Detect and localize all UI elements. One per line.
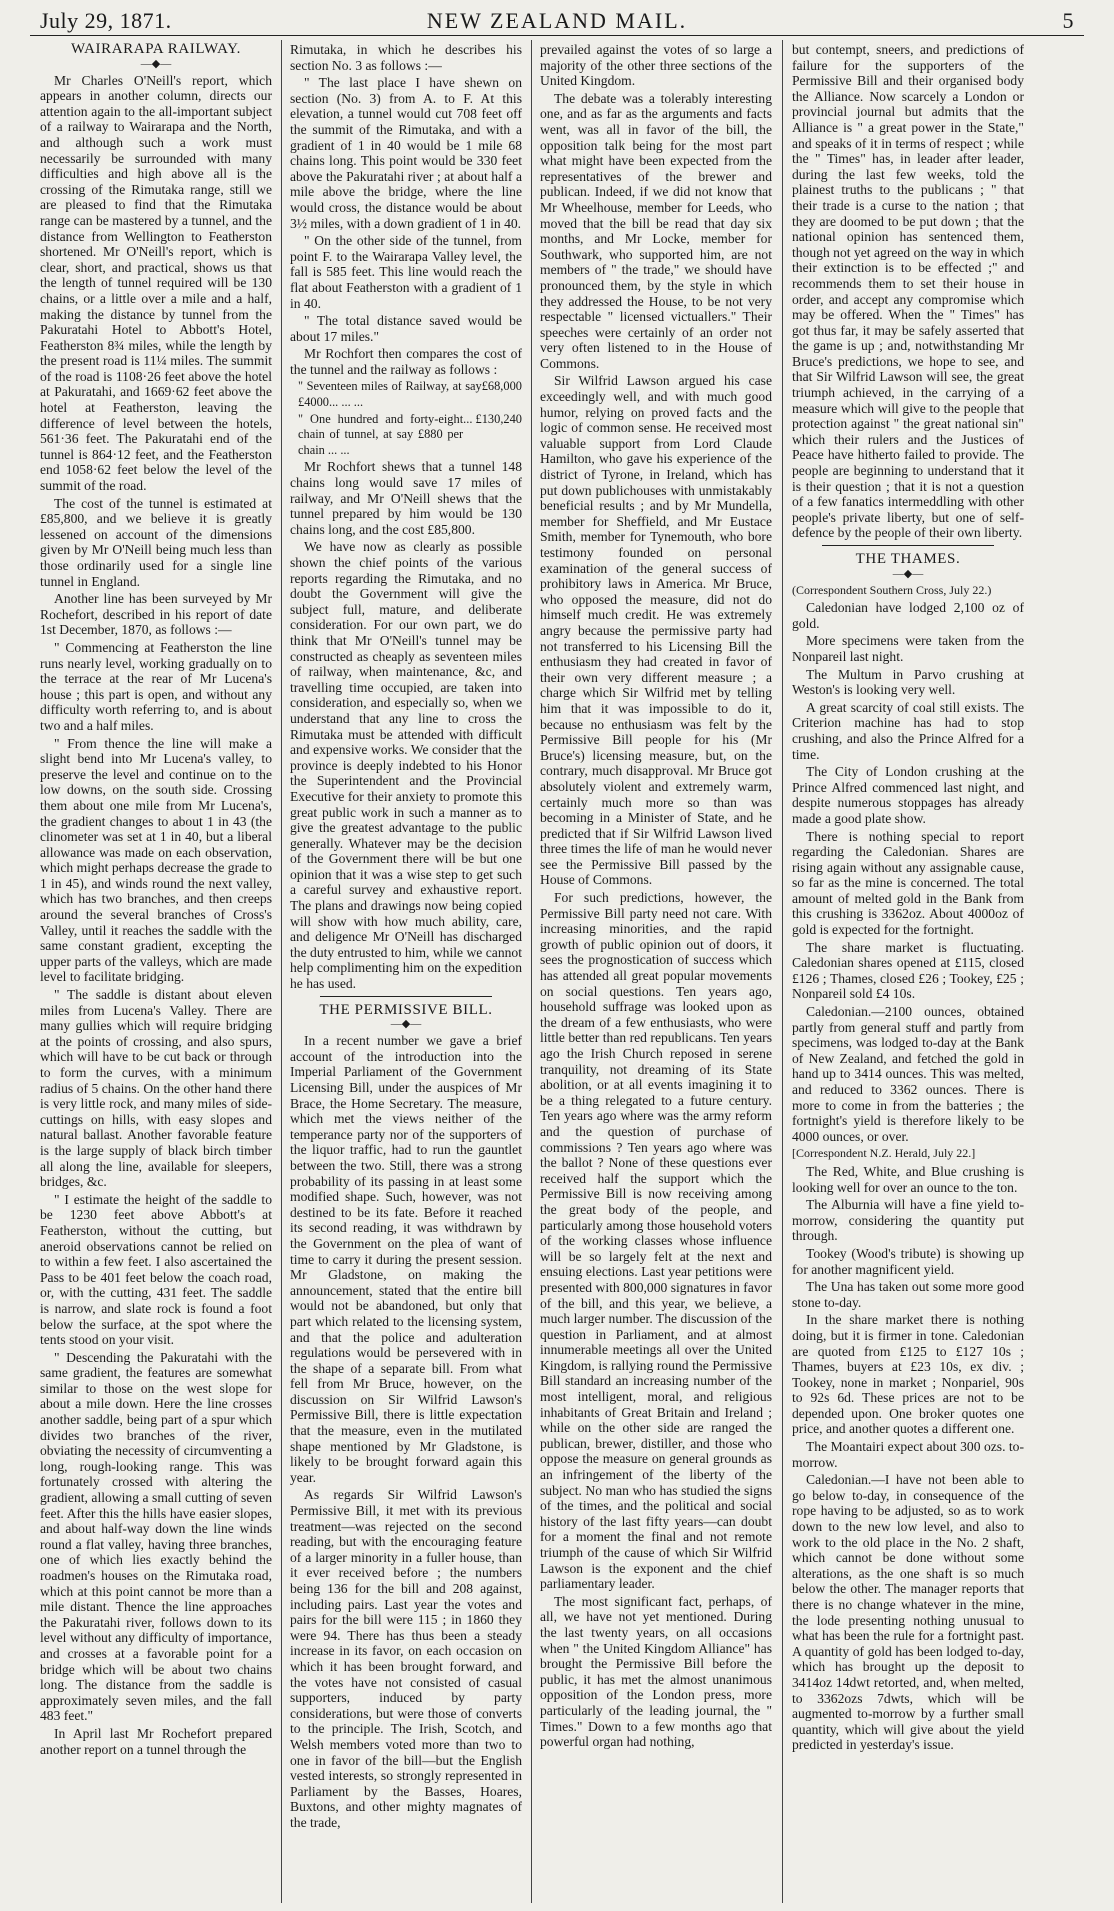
paragraph: " Commencing at Featherston the line runs nearly level, working gradually on to the terrace at the rear of Mr Lucena's house ; this part is open, and without any difficulty worth referring to, and is about two and a half miles. [40,639,272,733]
paragraph: Rimutaka, in which he describes his section No. 3 as follows :— [290,42,522,73]
column-3 [540,42,772,1905]
page-number: 5 [1062,8,1074,33]
paragraph: In April last Mr Rochefort prepared another report on a tunnel through the [40,1725,272,1757]
masthead [40,6,1074,32]
paragraph: " I estimate the height of the saddle to be 1230 feet above Abbott's at Featherston, without the cutting, but aneroid observations cannot be relied on to within a few feet. I also ascertained the Pass to be 401 feet below the coach road, or, with the cutting, 431 feet. The saddle is narrow, and slate rock is found a foot below the surface, at the spot where the tents stood on your visit. [40,1191,272,1348]
paragraph: A great scarcity of coal still exists. The Criterion machine has had to stop crushing, and also the Prince Alfred for a time. [792,699,1024,762]
article-end-rule [320,996,492,997]
column-divider [782,40,783,1903]
cost-table-row [298,379,522,410]
paragraph: " From thence the line will make a slight bend into Mr Lucena's valley, to preserve the level and continue on to the low downs, on the south side. Crossing them about one mile from Mr Lucena's, the gradient changes to about 1 in 43 (the clinometer was set at 1 in 40, but a liberal allowance was made on each observation, which might perhaps decrease the grade to 1 in 45), and winds round the next valley, which has two branches, and then creeps around the several branches of Cross's Valley, until it reaches the saddle with the same constant gradient, excepting the upper parts of the valleys, which are made level to facilitate bridging. [40,735,272,985]
paragraph: " The total distance saved would be about 17 miles." [290,313,522,344]
paragraph: The most significant fact, perhaps, of all, we have not yet mentioned. During the last twenty years, on all occasions when " the United Kingdom Alliance" has brought the Permissive Bill before the public, it has met the almost unanimous opposition of the London press, more particularly of the leading journal, the " Times." Down to a few months ago that powerful organ had nothing, [540,1593,772,1750]
paragraph: Sir Wilfrid Lawson argued his case exceedingly well, and with much good humor, relying on proved facts and the logic of common sense. He received most valuable support from Lord Claude Hamilton, who gave his experience of the district of Tyrone, in Ireland, which has put down publichouses with unmistakably beneficial results ; and by Mr Mundella, member for Sheffield, and Mr Eustace Smith, member for Tynemouth, who bore testimony founded on personal examination of the general success of prohibitory laws in America. Mr Bruce, who opposed the measure, did not do himself much credit. He was extremely angry because the permissive party had not transferred to his Licensing Bill the enthusiasm they had created in favor of their own very different measure ; a charge which Sir Wilfrid met by telling him that it was impossible to do it, because no enthusiasm was felt by the Permissive Bill people for his (Mr Bruce's) licensing measure, but, on the contrary, much disapproval. Mr Bruce got absolutely violent and extremely warm, certainly much more so than was becoming in a Minister of State, and he predicted that if Sir Wilfrid Lawson lived three times the life of man he would never see the Permissive Bill passed by the House of Commons. [540,373,772,888]
paragraph: The Multum in Parvo crushing at Weston's is looking very well. [792,666,1024,698]
masthead-rule [30,35,1084,36]
paragraph: prevailed against the votes of so large a majority of the other three sections of the United Kingdom. [540,42,772,89]
column-2 [290,42,522,1905]
paragraph: For such predictions, however, the Permissive Bill party need not care. With increasing minorities, and the rapid growth of public opinion out of doors, it sees the prognostication of success which has attended all great popular movements on social questions. Ten years ago, household suffrage was looked upon as the dream of a few enthusiasts, who were little better than red republicans. Ten years ago the Irish Church reposed in serene tranquility, not dreaming of its State abolition, or at all events imagining it to be a thing relegated to a future century. Ten years ago where was the army reform and the question of purchase of commissions ? Ten years ago where was the ballot ? None of these questions ever received half the support which the Permissive Bill is now receiving among the great body of the people, and particularly among those household voters of the working classes whose influence will be so largely felt at the next and ensuing elections. Last year petitions were presented with 800,000 signatures in favor of the bill, and this year, we believe, a much larger number. The discussion of the question in Parliament, and at almost innumerable meetings all over the United Kingdom, is rallying round the Permissive Bill standard an increasing number of the most intelligent, moral, and religious inhabitants of Great Britain and Ireland ; while on the other side are ranged the publican, brewer, distiller, and those who oppose the measure on general grounds as an infringement of the liberty of the subject. No man who has studied the signs of the times, and the political and social history of the last fifty years—can doubt for a moment the final and not remote triumph of the cause of which Sir Wilfrid Lawson is the exponent and the chief parliamentary leader. [540,890,772,1592]
paragraph: Caledonian.—2100 ounces, obtained partly from general stuff and partly from specimens, was lodged to-day at the Bank of New Zealand, and fetched the gold in hand up to 3414 ounces. This was melted, and reduced to 3362 ounces. There is more to come in from the batteries ; the fortnight's yield is therefore likely to be 4000 ounces, or over. [792,1004,1024,1144]
paragraph: " Descending the Pakuratahi with the same gradient, the features are somewhat similar to those on the west slope for about a mile down. Here the line crosses another saddle, being part of a spur which divides two branches of the river, obviating the necessity of circumventing a long, rough-looking range. This was fortunately crossed with altering the gradient, allowing a small cutting of seven feet. After this the hills have easier slopes, and about half-way down the line winds round a flat valley, having three branches, one of which lies exactly behind the roadmen's houses on the Rimutaka road, which at this point cannot be more than a mile distant. Thence the line approaches the Pakuratahi river, follows down to its level without any difficulty of importance, and crosses at a favorable point for a bridge which will be about two chains long. The distance from the saddle is approximately seven miles, and the fall 483 feet." [40,1349,272,1724]
heading-ornament: —◆— [140,57,172,70]
column-divider [281,40,282,1903]
paragraph: The share market is fluctuating. Caledonian shares opened at £115, closed £126 ; Thames, closed £26 ; Tookey, £25 ; Nonpareil sold £4 10s. [792,939,1024,1002]
paragraph: " On the other side of the tunnel, from point F. to the Wairarapa Valley level, the fall is 585 feet. This line would reach the flat about Featherston with a gradient of 1 in 40. [290,233,522,311]
paragraph: There is nothing special to report regarding the Caledonian. Shares are rising again without any assignable cause, so far as the mine is concerned. The total amount of melted gold in the Bank from this crushing is 3362oz. About 4000oz of gold is expected for the fortnight. [792,828,1024,938]
paragraph: Mr Charles O'Neill's report, which appears in another column, directs our attention again to the all-important subject of a railway to Wairarapa and the North, and although such a work must necessarily be surrounded with many difficulties and high above all is the crossing of the Rimutaka range, still we are pleased to find that the Rimutaka range can be mastered by a tunnel, and the distance from Wellington to Featherston shortened. Mr O'Neill's report, which is clear, short, and practical, shows us that the length of tunnel required will be 130 chains, or a little over a mile and a half, making the distance by tunnel from the Pakuratahi Hotel to Abbott's Hotel, Featherston 8¾ miles, while the length by the present road is 11¼ miles. The summit of the road is 1108·26 feet above the hotel at Pakuratahi, and 1669·62 feet above the hotel at Featherston, leaving the difference of level between the hotels, 561·36 feet. The Pakuratahi end of the tunnel is 864·12 feet, and the Featherston end 1058·62 feet below the level of the summit of the road. [40,72,272,494]
paragraph: As regards Sir Wilfrid Lawson's Permissive Bill, it met with its previous treatment—was rejected on the second reading, but with the encouraging feature of a larger minority in a fuller house, than it ever received before ; the numbers being 136 for the bill and 208 against, including pairs. Last year the votes and pairs for the bill were 115 ; in 1860 they were 94. There has thus been a steady increase in its favor, on each occasion on which it has been brought forward, and the votes have not consisted of casual supporters, induced by party considerations, but were those of converts to the principle. The Irish, Scotch, and Welsh members voted more than two to one in favor of the bill—but the English vested interests, so strongly represented in Parliament by the Basses, Hoares, Buxtons, and other mighty magnates of the trade, [290,1487,522,1830]
correspondent-line: (Correspondent Southern Cross, July 22.) [792,582,992,597]
cost-amount: £68,000 [481,379,522,394]
column-4 [792,42,1024,1905]
paragraph: The cost of the tunnel is estimated at £85,800, and we believe it is greatly lessened on account of the dimensions given by Mr O'Neill being much less than those ordinarily used for a single line tunnel in England. [40,495,272,589]
paragraph: Caledonian have lodged 2,100 oz of gold. [792,600,1024,631]
heading-ornament: —◆— [390,1018,422,1031]
paragraph: Tookey (Wood's tribute) is showing up for another magnificent yield. [792,1245,1024,1277]
article-body [40,73,272,1758]
paragraph: In the share market there is nothing doing, but it is firmer in tone. Caledonian are quoted from £125 to £127 10s ; Thames, buyers at £23 10s, ex div. ; Tookey, none in market ; Nonpariel, 90s to 92s 6d. These prices are not to be depended upon. One broker quotes one price, and another quotes a different one. [792,1312,1024,1437]
paragraph: The Una has taken out some more good stone to-day. [792,1279,1024,1310]
paragraph: The Alburnia will have a fine yield to-morrow, considering the quantity put through. [792,1197,1024,1244]
paragraph: In a recent number we gave a brief account of the introduction into the Imperial Parliament of the Government Licensing Bill, under the auspices of Mr Brace, the Home Secretary. The measure, which met the views neither of the temperance party nor of the supporters of the liquor traffic, had to run the gauntlet between the two. Still, there was a strong probability of its passing in at least some modified shape. Such, however, was not destined to be its fate. Before it reached its second reading, it was withdrawn by the Government on the plea of want of time to carry it during the present session. Mr Gladstone, on making the announcement, stated that the entire bill would not be abandoned, but only that part which related to the licensing system, and that the police and adulteration regulations would be persevered with in the shape of a separate bill. From what fell from Mr Bruce, however, on the discussion on Sir Wilfrid Lawson's Permissive Bill, there is little expectation that the measure, even in the mutilated shape mentioned by Mr Gladstone, is likely to be brought forward again this year. [290,1033,522,1485]
column-divider [531,40,532,1903]
article-heading: THE THAMES. [855,551,961,567]
paragraph: " The last place I have shewn on section (No. 3) from A. to F. At this elevation, a tunnel would cut 708 feet off the summit of the Rimutaka, and with a gradient of 1 in 40 would be 1 mile 68 chains long. This point would be 330 feet above the Pakuratahi river ; at about half a mile above the bridge, where the line would cross, the distance would be about 3½ miles, with a down gradient of 1 in 40. [290,75,522,231]
paper-title: NEW ZEALAND MAIL. [426,8,688,33]
paragraph: Another line has been surveyed by Mr Rochefort, described in his report of date 1st December, 1870, as follows :— [40,591,272,638]
paragraph: The debate was a tolerably interesting one, and as far as the arguments and facts went, was all in favor of the bill, the opposition talk being for the most part what might have been expected from the representatives of the brewer and publican. Indeed, if we did not know that Mr Wheelhouse, member for Leeds, who moved that the bill be read that day six months, and Mr Locke, member for Southwark, who supported him, are not members of " the trade," we should have pronounced them, by the style in which they addressed the House, to be not very respectable " licensed victuallers." Their speeches were certainly of an order not very often listened to in the House of Commons. [540,90,772,371]
paragraph: The City of London crushing at the Prince Alfred commenced last night, and despite numerous stoppages has already made a good plate show. [792,764,1024,826]
paragraph: Caledonian.—I have not been able to go below to-day, in consequence of the rope having to be adjusted, so as to work down to the new low level, and also to work to the old place in the No. 2 shaft, which cannot be done without some alterations, as the one shaft is so much below the other. The manager reports that there is no change whatever in the mine, the lode presenting nothing unusual to what has been the rule for a fortnight past. A quantity of gold has been lodged to-day, which has brought up the deposit to 3414oz 14dwt retorted, and, when melted, to 3362ozs 7dwts, which will be augmented to-morrow by a further small quantity, which will give about the yield predicted in yesterday's issue. [792,1472,1024,1753]
paragraph: The Moantairi expect about 300 ozs. to-morrow. [792,1439,1024,1470]
paragraph: The Red, White, and Blue crushing is looking well for over an ounce to the ton. [792,1163,1024,1195]
heading-ornament: —◆— [892,567,924,580]
column-1 [40,42,272,1905]
paragraph: More specimens were taken from the Nonpareil last night. [792,633,1024,664]
article-heading: WAIRARAPA RAILWAY. [71,42,241,57]
article-end-rule [822,545,994,546]
paragraph: " The saddle is distant about eleven miles from Lucena's Valley. There are many gullies which will require bridging at the points of crossing, and also spurs, which will have to be cut back or through to form the curves, with a minimum radius of 5 chains. On the other hand there is very little rock, and many miles of side-cuttings on hills, with easy slopes and natural ballast. Another favorable feature is the large supply of black birch timber all along the line, available for sleepers, bridges, &c. [40,987,272,1190]
article-heading: THE PERMISSIVE BILL. [319,1001,493,1018]
cost-table-row [298,412,522,459]
cost-amount: ... £130,240 [463,411,522,426]
paragraph: Mr Rochfort shews that a tunnel 148 chains long would save 17 miles of railway, and Mr O'Neill shews that the tunnel prepared by him would be 130 chains long, and the cost £85,800. [290,459,522,537]
issue-date: July 29, 1871. [40,8,172,33]
paragraph: but contempt, sneers, and predictions of failure for the supporters of the Permissive Bill and their organised body the Alliance. Now scarcely a London or provincial journal but admits that the Alliance is " a great power in the State," and speaks of it in terms of respect ; while the " Times" has, in leader after leader, during the last few weeks, told the plainest truths to the publicans ; " that their trade is a curse to the nation ; that they are doomed to be put down ; that the national opinion has sentenced them, though not yet agreed on the way in which their extinction is to be effected ;" and recommends them to set their house in order, and accept any compromise which may be offered. When the " Times" has got thus far, it may be safely asserted that the game is up ; and, notwithstanding Mr Bruce's predictions, we hope to see, and that Sir Wilfrid Lawson will see, the great triumph achieved, in the carrying of a measure which will give to the people that protection against " the great national sin" which their rulers and the Justices of Peace have hitherto failed to provide. The people are beginning to understand that it is their question ; that it is not a question of a few fanatics intermeddling with other people's private liberty, but one of self-defence by the people of their own liberty. [792,42,1024,541]
correspondent-line: [Correspondent N.Z. Herald, July 22.] [792,1146,976,1161]
paragraph: Mr Rochfort then compares the cost of the tunnel and the railway as follows : [290,346,522,377]
paragraph: We have now as clearly as possible shown the chief points of the various reports regarding the Rimutaka, and no doubt the Government will give the subject full, mature, and deliberate consideration. For our own part, we do think that Mr O'Neill's tunnel may be constructed as cheaply as seventeen miles of railway, when maintenance, &c, and travelling time occupied, are taken into consideration, and especially so, when we understand that any line to cross the Rimutaka must be attended with difficult and expensive works. We consider that the province is deeply indebted to his Honor the Superintendent and the Provincial Executive for their anxiety to promote this great public work in such a manner as to give the greatest advantage to the public generally. Whatever may be the decision of the Government there will be but one opinion that it was a wise step to get such a careful survey and exhaustive report. The plans and drawings now being copied will show with how much ability, care, and deligence Mr O'Neill has discharged the duty entrusted to him, while we cannot help complimenting him on the expedition he has used. [290,539,522,992]
cost-item: " Seventeen miles of Railway, at say £4000... ... ... [298,379,482,410]
cost-item: " One hundred and forty-eight chain of tunnel, at say £880 per chain ... ... [298,411,464,457]
